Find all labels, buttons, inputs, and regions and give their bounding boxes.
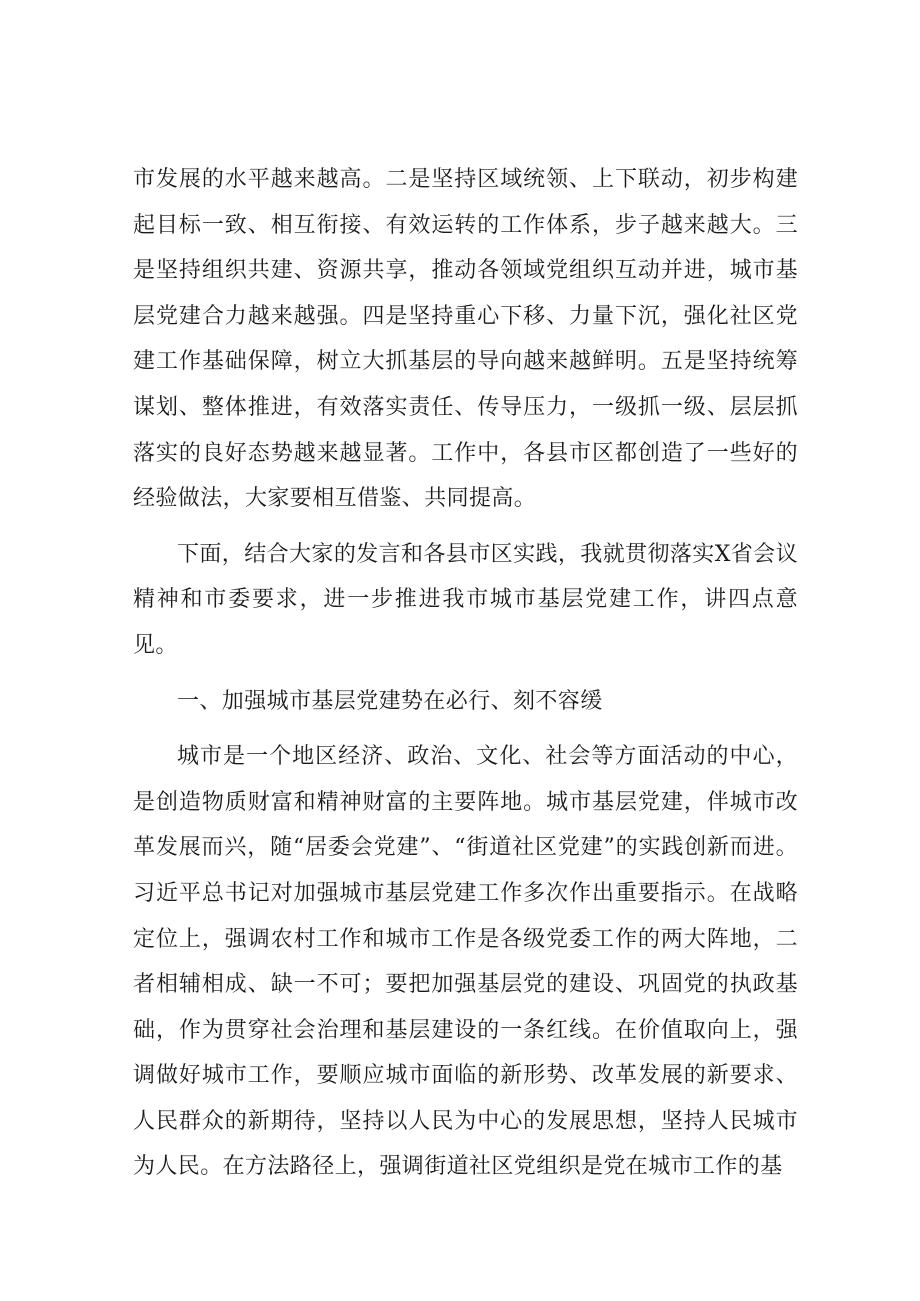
paragraph-body: 城市是一个地区经济、政治、文化、社会等方面活动的中心，是创造物质财富和精神财富的主要阵地。城市基层党建，伴城市改革发展而兴，随“居委会党建”、“街道社区党建”的实践创新而进。习近平总书记对加强城市基层党建工作多次作出重要指示。在战略定位上，强调农村工作和城市工作是各级党委工作的两大阵地，二者相辅相成、缺一不可；要把加强基层党的建设、巩固党的执政基础，作为贯穿社会治理和基层建设的一条红线。在价值取向上，强调做好城市工作，要顺应城市面临的新形势、改革发展的新要求、人民群众的新期待，坚持以人民为中心的发展思想，坚持人民城市为人民。在方法路径上，强调街道社区党组织是党在城市工作的基 (133, 744, 798, 1180)
section-heading: 一、加强城市基层党建势在必行、刻不容缓 (177, 688, 603, 714)
paragraph-continuation: 市发展的水平越来越高。二是坚持区域统领、上下联动，初步构建起目标一致、相互衔接、有效运转的工作体系，步子越来越大。三是坚持组织共建、资源共享，推动各领域党组织互动并进，城市基层党建合力越来越强。四是坚持重心下移、力量下沉，强化社区党建工作基础保障，树立大抓基层的导向越来越鲜明。五是坚持统筹谋划、整体推进，有效落实责任、传导压力，一级抓一级、层层抓落实的良好态势越来越显著。工作中，各县市区都创造了一些好的经验做法，大家要相互借鉴、共同提高。 (133, 167, 798, 512)
document-body (133, 157, 798, 1190)
paragraph-intro: 下面，结合大家的发言和各县市区实践，我就贯彻落实X省会议精神和市委要求，进一步推进我市城市基层党建工作，讲四点意见。 (133, 541, 798, 658)
